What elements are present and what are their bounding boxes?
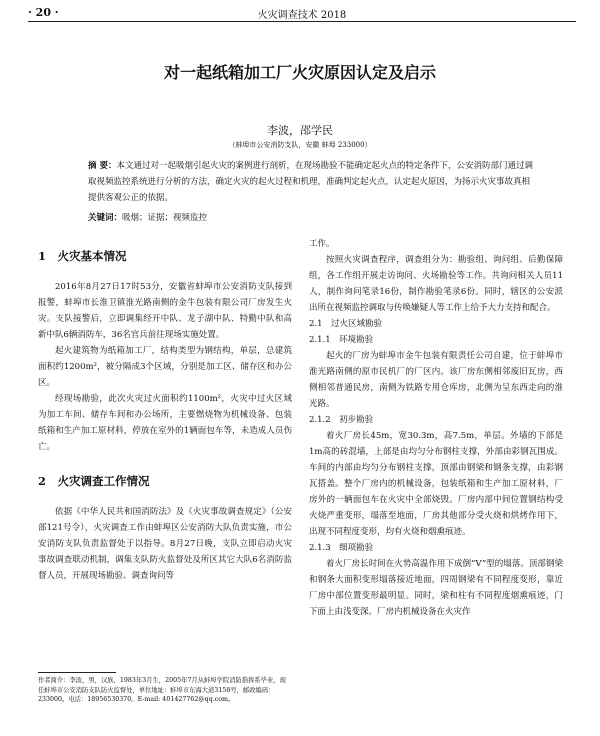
subsection-heading-2-1-2: 2.1.2 初步勘验 [309, 415, 374, 425]
keywords-text: 吸烟；证据；视频监控 [122, 213, 208, 223]
left-column [38, 236, 292, 584]
paragraph: 经现场勘验，此次火灾过火面积约1100m²，火灾中过火区域为加工车间、储存车间和办公场所，主要燃烧物为机械设备、包装纸箱和生产加工原材料，停放在室外的1辆面包车等，未造成人员伤亡。 [38, 394, 292, 452]
article-authors: 李波，邵学民 [267, 124, 333, 137]
subsection-heading-2-1-1: 2.1.1 环境勘验 [309, 335, 374, 345]
subsection-heading-2-1: 2.1 过火区域勘验 [309, 319, 383, 329]
abstract [88, 158, 538, 206]
subsection-heading-2-1-3: 2.1.3 细项勘验 [309, 543, 374, 553]
author-affiliation: （蚌埠市公安消防支队，安徽 蚌埠 233000） [228, 141, 372, 149]
paragraph: 依据《中华人民共和国消防法》及《火灾事故调查规定》（公安部121号令），火灾调查工作由蚌埠区公安消防大队负责实施，市公安消防支队负责监督处于以指导。8月27日晚，支队立即启动火灾事故调查联动机制，调集支队防火监督处及所区其它大队6名消防监督人员，开展现场勘验、调查询问等 [38, 507, 292, 581]
abstract-label: 摘 要： [88, 161, 117, 171]
right-column [309, 236, 563, 620]
running-header [28, 4, 576, 20]
author-footnote: 作者简介：李波，男，汉族，1983年3月生，2005年7月从蚌埠学院消防指挥系毕业，现任蚌埠市公安消防支队防火监督处，单位地址：蚌埠市东海大道3158号，邮政编码：233000。电话：18956530370。E-mail: 401427762@qq.com。 [38, 677, 286, 703]
paragraph: 2016年8月27日17时53分，安徽省蚌埠市公安消防支队接到报警，蚌埠市长淮卫镇淮光路南侧的金牛包装有限公司厂房发生火灾。支队接警后，立即调集经开中队、龙子湖中队、特勤中队和高新中队6辆消防车，36名官兵前往现场实施处置。 [38, 282, 292, 340]
paragraph: 起火的厂房为蚌埠市金牛包装有限责任公司自建，位于蚌埠市淮光路南侧的原市民机厂的厂区内。该厂房东侧相邻废旧瓦房，西侧相邻普通民房，南侧为铁路专用仓库房，北侧为呈东西走向的淮光路。 [309, 351, 563, 409]
paragraph: 按照火灾调查程序，调查组分为：勘验组、询问组、后勤保障组，各工作组开展走访询问、火场勘验等工作。共询问相关人员11人，制作询问笔录16份，制作勘验笔录6份。同时，辖区的公安派出所在视频监控调取与传唤嫌疑人等工作上给予大力支持和配合。 [309, 255, 563, 313]
header-rule [28, 21, 576, 22]
article-title: 对一起纸箱加工厂火灾原因认定及启示 [163, 63, 436, 82]
paragraph: 起火建筑物为纸箱加工厂，结构类型为钢结构，单层，总建筑面积约1200m²，被分隔成3个区域，分别是加工区、储存区和办公区。 [38, 346, 292, 388]
section-heading-2: 2 火灾调查工作情况 [38, 474, 150, 488]
page-number: · 20 · [28, 6, 59, 19]
footnote-rule [38, 672, 116, 673]
journal-name: 火灾调查技术 2018 [257, 10, 347, 21]
paragraph-continued: 工作。 [309, 239, 335, 249]
keywords [88, 211, 538, 223]
abstract-text: 本文通过对一起吸烟引起火灾的案例进行剖析，在现场勘验不能确定起火点的特定条件下，公安消防部门通过调取视频监控系统进行分析的方法，确定火灾的起火过程和机理，准确判定起火点，认定起火原因，为扬示火灾事故真相提供客观公正的依据。 [88, 161, 533, 203]
section-heading-1: 1 火灾基本情况 [38, 249, 127, 263]
paragraph: 着火厂房长时间在火势高温作用下成倒“V”型的塌落。顶部钢梁和钢条大面积变形塌落接近地面，四周钢梁有不同程度变形，靠近厂房中部位置变形最明显。同时，梁和柱有不同程度烟熏痕迹，门下面上由浅变深。厂房内机械设备在火灾作 [309, 559, 563, 617]
paragraph: 着火厂房长45m，宽30.3m，高7.5m，单层。外墙的下部是1m高的砖混墙，上部是由均匀分布钢柱支撑，外部由彩钢瓦围成。车间的内部由均匀分布钢柱支撑，顶部由钢梁和钢条支撑，由彩钢瓦搭盖。整个厂房内的机械设备，包装纸箱和生产加工原材料，厂房外的一辆面包车在火灾中全部烧毁。厂房内部中间位置钢结构受火烧严重变形，塌落至地面，厂房其他部分受火烧和烘烤作用下，出现不同程度变形，均有火烧和烟熏痕迹。 [309, 431, 563, 537]
keywords-label: 关键词： [88, 213, 123, 223]
